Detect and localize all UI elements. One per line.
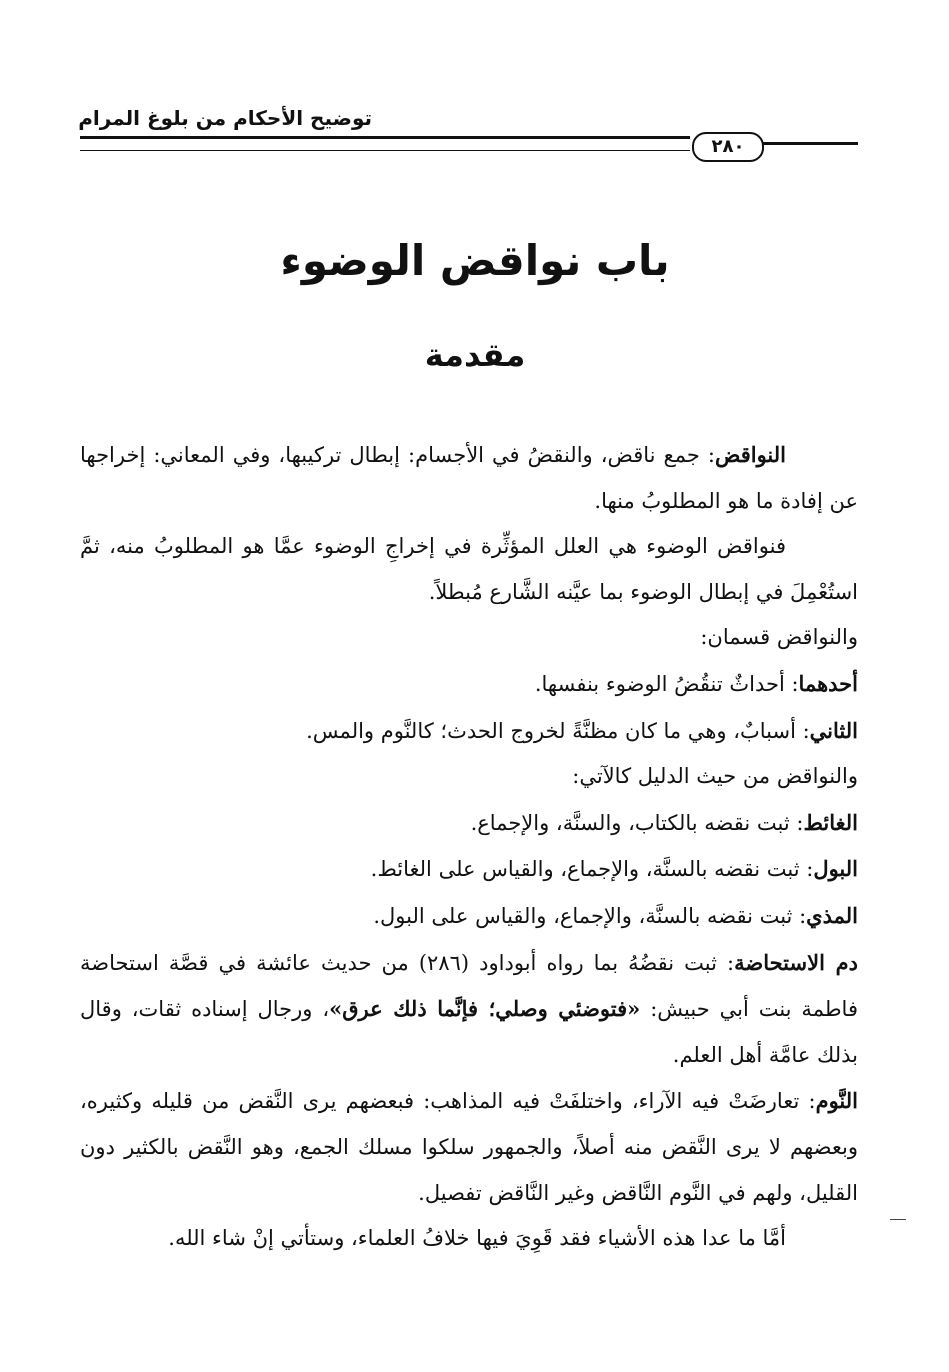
page-number: ٢٨٠ [692, 132, 764, 162]
paragraph-istihada [80, 940, 858, 1079]
running-title: توضيح الأحكام من بلوغ المرام [78, 106, 372, 130]
header-rule-right [762, 142, 858, 145]
hadith-quote: «فتوضئي وصلي؛ فإنَّما ذلك عرق» [329, 996, 641, 1022]
paragraph-text: : أسبابٌ، وهي ما كان مظنَّةً لخروج الحدث؛ كالنَّوم والمس. [306, 718, 810, 743]
paragraph-meaning [80, 524, 858, 615]
paragraph-first-type [80, 661, 858, 708]
term-first: أحدهما [798, 670, 858, 696]
term-nawaqid: النواقض [714, 442, 786, 467]
section-title: مقدمة [424, 336, 526, 374]
paragraph-text: : ثبت نقضُهُ بما رواه أبوداود (٢٨٦) من حديث عائشة في قصَّة استحاضة فاطمة بنت أبي حبيش: [80, 950, 858, 1022]
paragraph-madhy [80, 893, 858, 940]
paragraph-text: : ثبت نقضه بالكتاب، والسنَّة، والإجماع. [470, 810, 804, 835]
term-istihada: دم الاستحاضة [734, 949, 859, 975]
chapter-title: باب نواقض الوضوء [280, 236, 670, 285]
paragraph-text: : تعارضَتْ فيه الآراء، واختلفَتْ فيه المذاهب: فبعضهم يرى النَّقض من قليله وكثيره، وبعضهم لا يرى النَّقض منه أصلاً، والجمهور سلكوا مسلك الجمع، وهو النَّقض بالكثير دون القليل، ولهم في النَّوم النَّاقض وغير النَّاقض تفصيل. [80, 1089, 858, 1205]
paragraph-bawl [80, 846, 858, 893]
paragraph-text: ، ورجال إسناده ثقات، وقال بذلك عامَّة أهل العلم. [80, 997, 858, 1067]
paragraph-text: فنواقض الوضوء هي العلل المؤثِّرة في إخراجِ الوضوء عمَّا هو المطلوبُ منه، ثمَّ استُعْمِلَ في إبطال الوضوء بما عيَّنه الشَّارع مُبطلاً. [80, 534, 858, 604]
term-second: الثاني [809, 717, 858, 743]
paragraph-second-type [80, 708, 858, 755]
paragraph-ghait [80, 800, 858, 847]
term-ghait: الغائط [803, 809, 858, 835]
paragraph-text: : جمع ناقض، والنقضُ في الأجسام: إبطال تركيبها، وفي المعاني: إخراجها عن إفادة ما هو المطلوبُ منها. [80, 443, 858, 513]
paragraph-text: والنواقض من حيث الدليل كالآتي: [572, 764, 858, 789]
body-text [80, 432, 858, 1262]
paragraph-text: : ثبت نقضه بالسنَّة، والإجماع، والقياس على البول. [373, 903, 807, 928]
header-rule-bottom [80, 150, 690, 151]
paragraph-definition [80, 432, 858, 524]
paragraph-closing [80, 1216, 858, 1262]
paragraph-text: : أحداثٌ تنقُضُ الوضوء بنفسها. [534, 671, 799, 696]
paragraph-evidence-intro [80, 754, 858, 800]
term-madhy: المذي [806, 902, 858, 928]
paragraph-nawm [80, 1078, 858, 1216]
margin-mark [890, 1219, 906, 1220]
term-nawm: النَّوم [815, 1088, 858, 1114]
paragraph-text: : ثبت نقضه بالسنَّة، والإجماع، والقياس على الغائط. [370, 857, 814, 882]
paragraph-text: والنواقض قسمان: [700, 625, 858, 650]
paragraph-text: أمَّا ما عدا هذه الأشياء فقد قَوِيَ فيها خلافُ العلماء، وستأتي إنْ شاء الله. [168, 1226, 786, 1251]
paragraph-types-intro [80, 615, 858, 661]
header-rule-top [80, 136, 690, 139]
term-bawl: البول [813, 856, 858, 882]
